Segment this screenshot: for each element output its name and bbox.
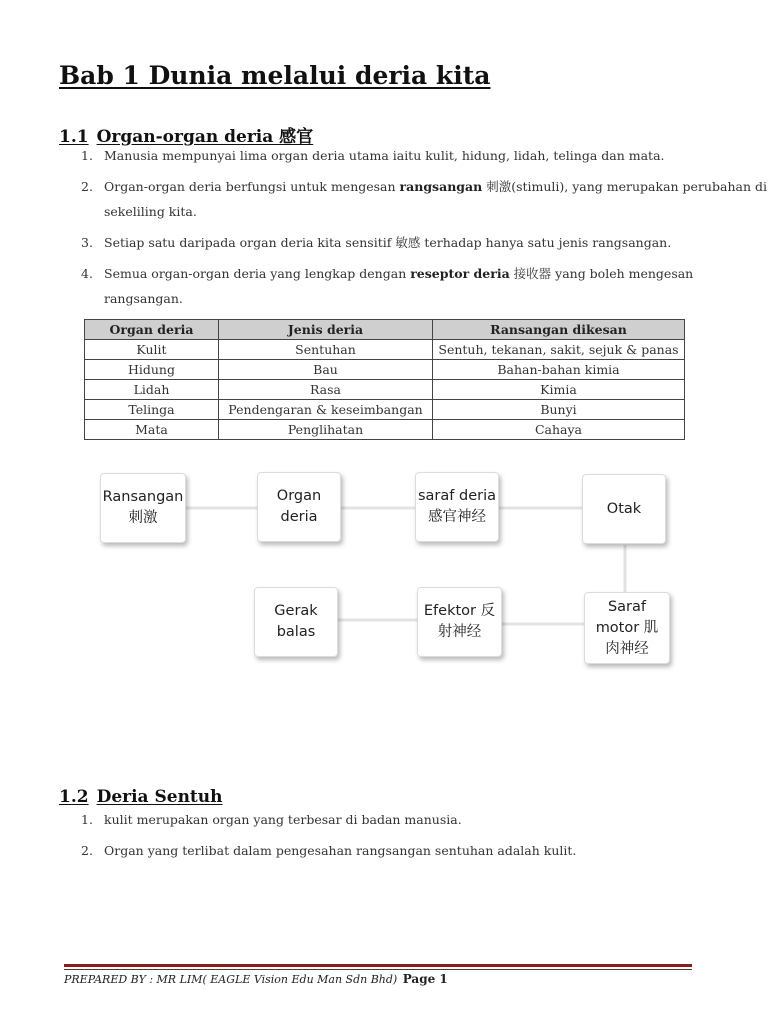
header-jenis: Jenis deria (219, 320, 433, 340)
section-number: 1.2 (59, 787, 89, 807)
box-line: 感官神经 (428, 509, 486, 525)
item-chinese-term: 接收器 (509, 266, 552, 281)
item-text: Organ yang terlibat dalam pengesahan rangsangan sentuhan adalah kulit. (104, 843, 577, 858)
flow-box-organ-deria (257, 472, 341, 542)
table-cell: Lidah (85, 380, 219, 400)
box-line: Otak (606, 500, 642, 517)
sense-organ-table (84, 319, 685, 440)
box-line: 射神经 (437, 624, 482, 640)
item-text: Organ-organ deria berfungsi untuk mengesan (104, 179, 400, 194)
item-number: 2. (81, 179, 93, 194)
box-line: motor 肌 (595, 619, 659, 636)
item-text: yang boleh mengesan rangsangan. (104, 266, 694, 306)
table-cell: Sentuhan (219, 340, 433, 360)
flow-box-efektor (417, 587, 502, 657)
page-footer (64, 972, 448, 986)
box-line: saraf deria (417, 488, 496, 504)
item-number: 4. (81, 266, 93, 281)
flow-box-otak (582, 474, 666, 544)
table-row (85, 420, 685, 440)
item-text: Setiap satu daripada organ deria kita sensitif (104, 235, 396, 250)
item-text: terhadap hanya satu jenis rangsangan. (420, 235, 672, 250)
table-row (85, 360, 685, 380)
box-line: deria (280, 509, 318, 525)
box-line: 刺激 (128, 510, 158, 526)
section-title: Deria Sentuh (96, 787, 223, 807)
flow-box-saraf-motor (584, 592, 670, 664)
table-header-row (85, 320, 685, 340)
table-cell: Kulit (85, 340, 219, 360)
organ-list (0, 143, 768, 317)
footer-rule (64, 969, 692, 970)
list-item (0, 230, 768, 255)
item-number: 2. (81, 843, 93, 858)
header-rangsangan: Ransangan dikesan (433, 320, 685, 340)
table-cell: Bunyi (433, 400, 685, 420)
item-chinese-term: 刺激 (482, 179, 512, 194)
footer-page-number: Page 1 (402, 972, 448, 986)
list-item (0, 807, 768, 832)
header-organ: Organ deria (85, 320, 219, 340)
box-line: 肉神经 (605, 640, 649, 657)
box-line: Saraf (607, 598, 647, 615)
table-cell: Bau (219, 360, 433, 380)
page-title: Bab 1 Dunia melalui deria kita (59, 61, 491, 90)
box-line: Efektor 反 (423, 603, 496, 619)
box-line: balas (276, 624, 316, 640)
table-cell: Telinga (85, 400, 219, 420)
item-number: 1. (81, 148, 93, 163)
table-cell: Penglihatan (219, 420, 433, 440)
table-cell: Mata (85, 420, 219, 440)
item-text: Semua organ-organ deria yang lengkap dengan (104, 266, 411, 281)
box-line: Gerak (274, 603, 318, 619)
list-item (0, 261, 768, 311)
item-bold-term: reseptor deria (410, 266, 510, 281)
table-cell: Bahan-bahan kimia (433, 360, 685, 380)
item-text: Manusia mempunyai lima organ deria utama iaitu kulit, hidung, lidah, telinga dan mata. (104, 148, 665, 163)
section-title: Organ-organ deria 感官 (96, 127, 314, 147)
table-cell: Hidung (85, 360, 219, 380)
footer-rule (64, 964, 692, 967)
table-row (85, 380, 685, 400)
list-item (0, 143, 768, 168)
section-number: 1.1 (59, 127, 89, 147)
footer-prepared-by: PREPARED BY : MR LIM( EAGLE Vision Edu Man Sdn Bhd) (64, 973, 398, 986)
flow-box-gerak-balas (254, 587, 338, 657)
table-cell: Rasa (219, 380, 433, 400)
list-item (0, 838, 768, 863)
section-heading-2 (59, 787, 223, 807)
item-number: 1. (81, 812, 93, 827)
box-line: Organ (276, 488, 322, 504)
flow-box-saraf-deria (415, 472, 499, 542)
flow-box-rangsangan (100, 473, 186, 543)
table-cell: Pendengaran & keseimbangan (219, 400, 433, 420)
box-line: Ransangan (102, 489, 184, 505)
item-text: (stimuli), yang merupakan perubahan di sekeliling kita. (104, 179, 767, 219)
item-text: kulit merupakan organ yang terbesar di badan manusia. (104, 812, 462, 827)
item-number: 3. (81, 235, 93, 250)
table-cell: Cahaya (433, 420, 685, 440)
table-row (85, 400, 685, 420)
table-cell: Sentuh, tekanan, sakit, sejuk & panas (433, 340, 685, 360)
table-cell: Kimia (433, 380, 685, 400)
table-row (85, 340, 685, 360)
touch-list (0, 807, 768, 869)
item-bold-term: rangsangan (399, 179, 483, 194)
list-item (0, 174, 768, 224)
item-chinese-term: 敏感 (395, 235, 421, 250)
